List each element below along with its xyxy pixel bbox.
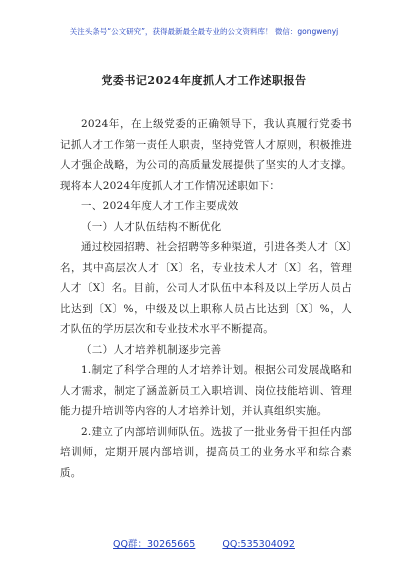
document-body [60, 114, 352, 483]
paragraph-intro: 2024年，在上级党委的正确领导下，我认真履行党委书记抓人才工作第一责任人职责，坚持党管人才原则，积极推进人才强企战略，为公司的高质量发展提供了坚实的人才支撑。现将本人2024年度抓人才工作情况述职如下： [60, 118, 352, 192]
footer-contact [0, 536, 408, 550]
header-banner[interactable]: 关注头条号“公文研究”，获得最新最全最专业的公文资料库！ 微信：gongwenyj [69, 27, 339, 36]
section-heading-1: 一、2024年度人才工作主要成效 [81, 200, 239, 212]
subsection-heading-2: （二）人才培养机制逐步完善 [81, 343, 222, 356]
footer-qq-group-link[interactable]: QQ群：30265665 [113, 539, 196, 550]
paragraph-training-plan: 1.制定了科学合理的人才培养计划。根据公司发展战略和人才需求，制定了涵盖新员工入职培训、岗位技能培训、管理能力提升培训等内容的人才培养计划，并认真组织实施。 [60, 364, 352, 417]
paragraph-trainer-team: 2.建立了内部培训师队伍。选拔了一批业务骨干担任内部培训师，定期开展内部培训，提高员工的业务水平和综合素质。 [60, 425, 352, 479]
document-title: 党委书记2024年度抓人才工作述职报告 [101, 74, 307, 87]
footer-qq-number-link[interactable]: QQ:535304092 [222, 539, 295, 550]
subsection-heading-1: （一）人才队伍结构不断优化 [81, 220, 222, 233]
paragraph-talent-structure: 通过校园招聘、社会招聘等多种渠道，引进各类人才〔X〕名，其中高层次人才〔X〕名，专业技术人才〔X〕名，管理人才〔X〕名。目前，公司人才队伍中本科及以上学历人员占比达到〔X〕%，中级及以上职称人员占比达到〔X〕%，人才队伍的学历层次和专业技术水平不断提高。 [60, 241, 352, 335]
